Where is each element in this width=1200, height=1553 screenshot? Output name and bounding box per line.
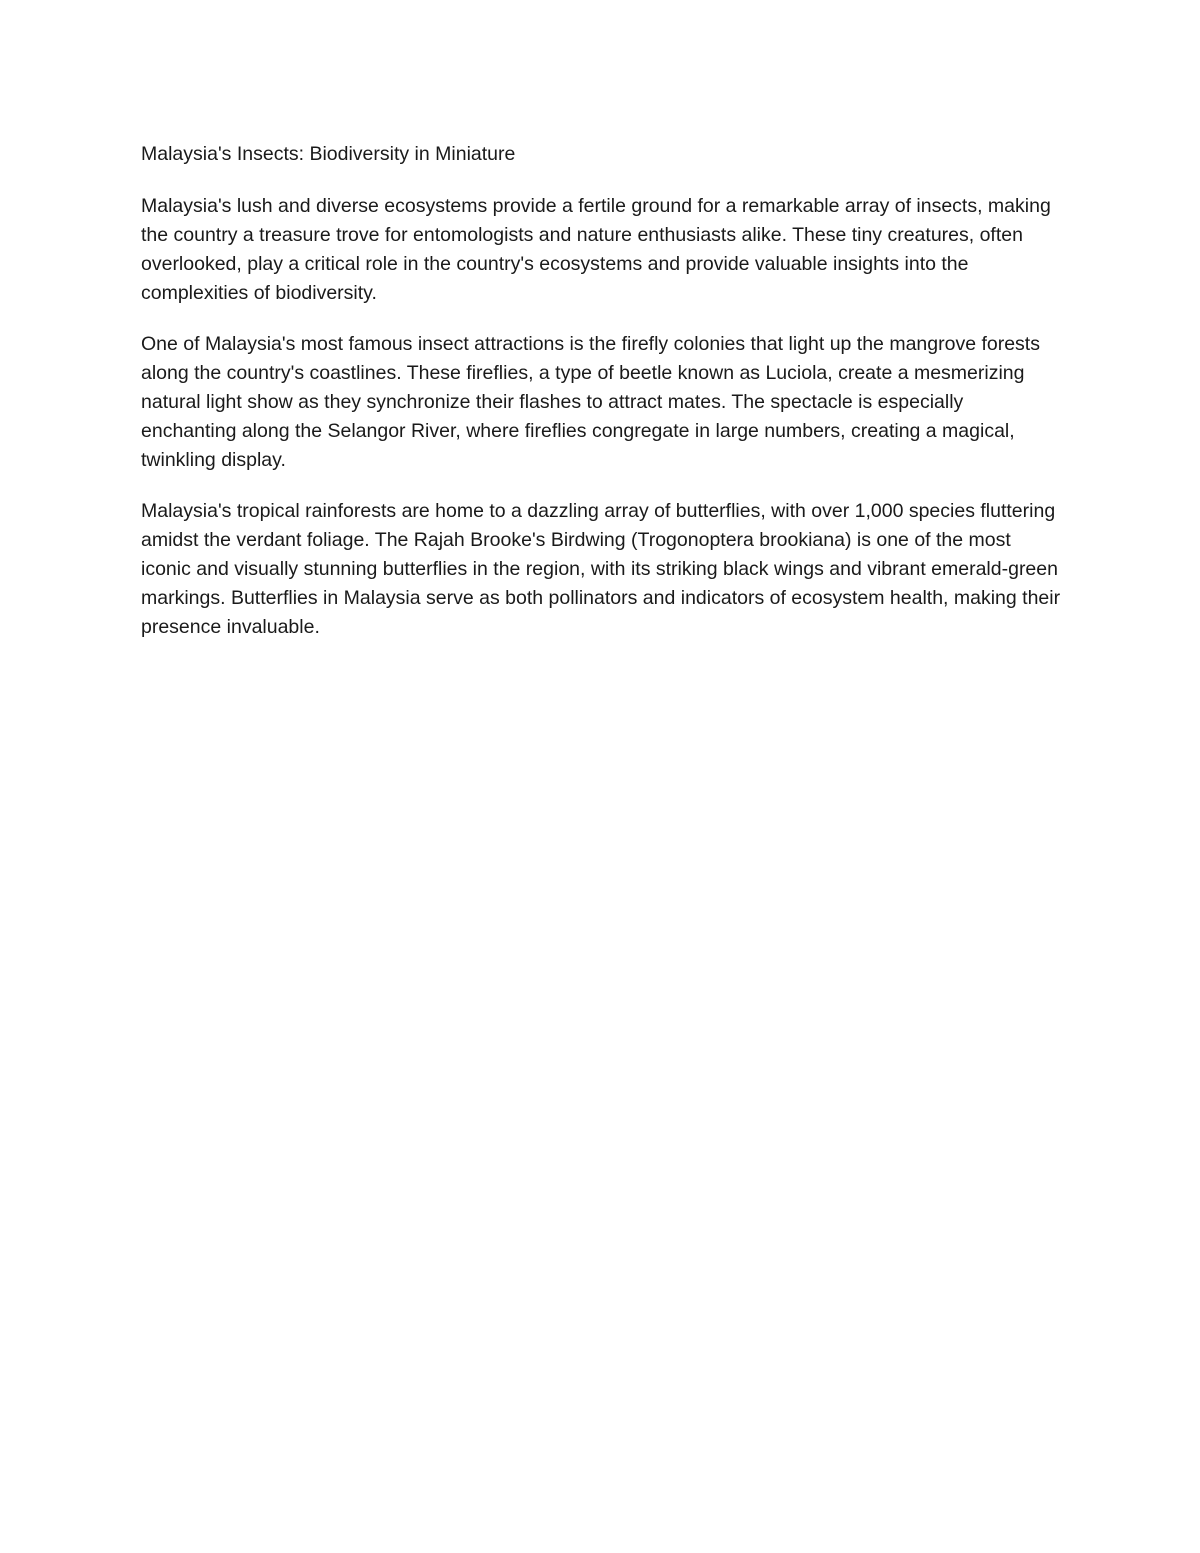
document-title: Malaysia's Insects: Biodiversity in Miniature xyxy=(141,143,516,165)
paragraph-intro: Malaysia's lush and diverse ecosystems provide a fertile ground for a remarkable array of insects, making the country a treasure trove for entomologists and nature enthusiasts alike. These tiny creatures, often overlooked, play a critical role in the country's ecosystems and provide valuable insights into the complexities of biodiversity. xyxy=(141,195,1051,304)
paragraph-butterflies: Malaysia's tropical rainforests are home to a dazzling array of butterflies, with over 1,000 species fluttering amidst the verdant foliage. The Rajah Brooke's Birdwing (Trogonoptera brookiana) is one of the most iconic and visually stunning butterflies in the region, with its striking black wings and vibrant emerald-green markings. Butterflies in Malaysia serve as both pollinators and indicators of ecosystem health, making their presence invaluable. xyxy=(141,500,1061,638)
document-body xyxy=(141,140,1061,664)
paragraph-fireflies: One of Malaysia's most famous insect attractions is the firefly colonies that light up the mangrove forests along the country's coastlines. These fireflies, a type of beetle known as Luciola, create a mesmerizing natural light show as they synchronize their flashes to attract mates. The spectacle is especially enchanting along the Selangor River, where fireflies congregate in large numbers, creating a magical, twinkling display. xyxy=(141,333,1040,471)
